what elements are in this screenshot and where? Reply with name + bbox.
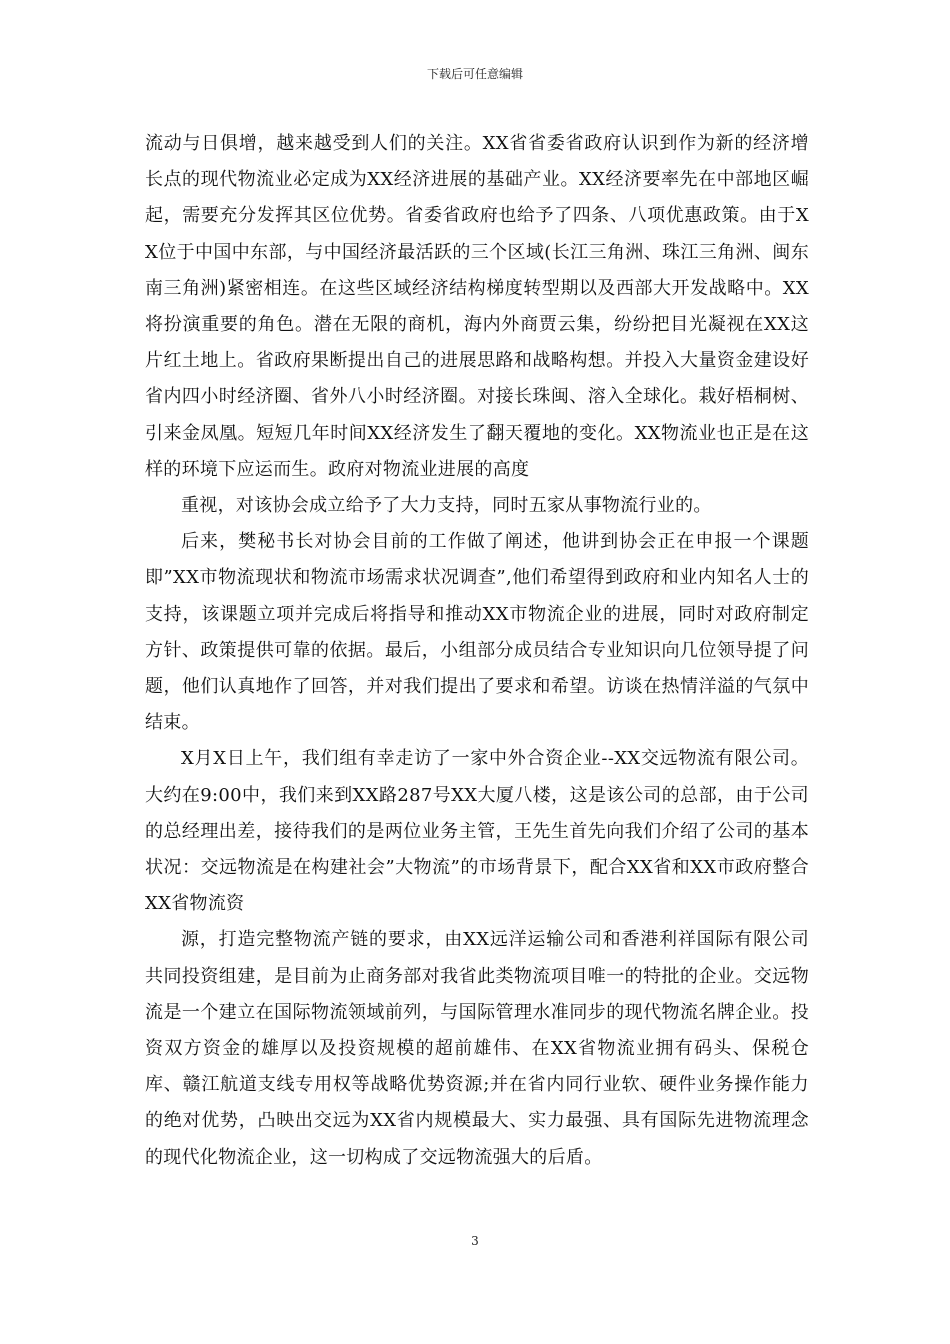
page-number: 3 xyxy=(471,1234,479,1248)
paragraph-3: 后来，樊秘书长对协会目前的工作做了阐述，他讲到协会正在申报一个课题即”XX市物流现状和物流市场需求状况调查”,他们希望得到政府和业内知名人士的支持，该课题立项并完成后将指导和推动XX市物流企业的进展，同时对政府制定方针、政策提供可靠的依据。最后，小组部分成员结合专业知识向几位领导提了问题，他们认真地作了回答，并对我们提出了要求和希望。访谈在热情洋溢的气氛中结束。 xyxy=(145,531,809,734)
paragraph-1: 流动与日俱增，越来越受到人们的关注。XX省省委省政府认识到作为新的经济增长点的现代物流业必定成为XX经济进展的基础产业。XX经济要率先在中部地区崛起，需要充分发挥其区位优势。省委省政府也给予了四条、八项优惠政策。由于XX位于中国中东部，与中国经济最活跃的三个区域(长江三角洲、珠江三角洲、闽东南三角洲)紧密相连。在这些区域经济结构梯度转型期以及西部大开发战略中。XX将扮演重要的角色。潜在无限的商机，海内外商贾云集，纷纷把目光凝视在XX这片红土地上。省政府果断提出自己的进展思路和战略构想。并投入大量资金建设好省内四小时经济圈、省外八小时经济圈。对接长珠闽、溶入全球化。栽好梧桐树、引来金凤凰。短短几年时间XX经济发生了翻天覆地的变化。XX物流业也正是在这样的环境下应运而生。政府对物流业进展的高度 xyxy=(145,133,809,480)
document-body xyxy=(145,126,809,1176)
page-header: 下载后可任意编辑 xyxy=(426,67,523,81)
paragraph-5: 源，打造完整物流产链的要求，由XX远洋运输公司和香港利祥国际有限公司共同投资组建，是目前为止商务部对我省此类物流项目唯一的特批的企业。交远物流是一个建立在国际物流领域前列，与国际管理水准同步的现代物流名牌企业。投资双方资金的雄厚以及投资规模的超前雄伟、在XX省物流业拥有码头、保税仓库、赣江航道支线专用权等战略优势资源;并在省内同行业软、硬件业务操作能力的绝对优势，凸映出交远为XX省内规模最大、实力最强、具有国际先进物流理念的现代化物流企业，这一切构成了交远物流强大的后盾。 xyxy=(145,929,809,1168)
paragraph-4: X月X日上午，我们组有幸走访了一家中外合资企业--XX交远物流有限公司。大约在9:00中，我们来到XX路287号XX大厦八楼，这是该公司的总部，由于公司的总经理出差，接待我们的是两位业务主管，王先生首先向我们介绍了公司的基本状况：交远物流是在构建社会”大物流”的市场背景下，配合XX省和XX市政府整合XX省物流资 xyxy=(145,748,809,915)
paragraph-2: 重视，对该协会成立给予了大力支持，同时五家从事物流行业的。 xyxy=(181,495,712,517)
